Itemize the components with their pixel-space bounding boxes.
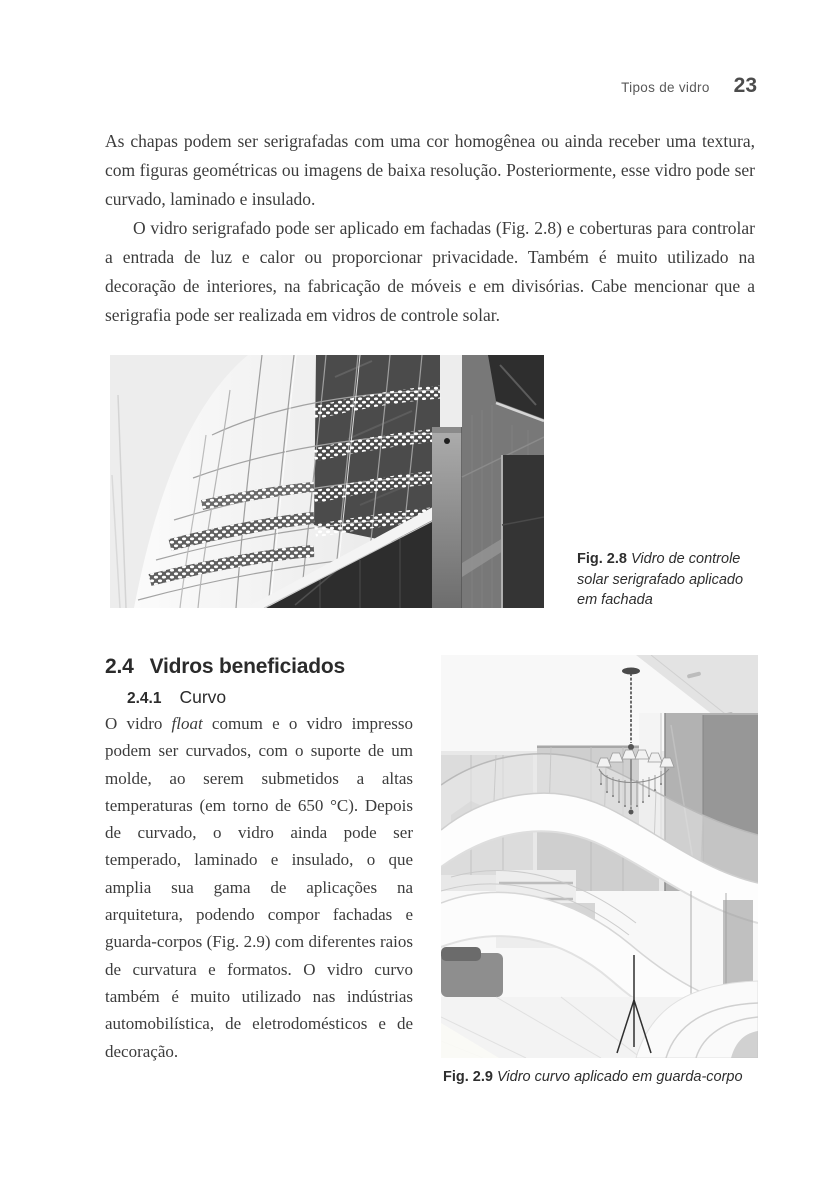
curvo-text-rest: comum e o vidro impresso podem ser curvados, com o suporte de um molde, ao serem submetidos a altas temperaturas (em torno de 650 °C). Depois de curvado, o vidro ainda pode ser temperado, laminado e insulado, o que amplia sua gama de aplicações na arquitetura, podendo compor fachadas e guarda-corpos (Fig. 2.9) com diferentes raios de curvatura e formatos. O vidro curvo também é muito utilizado nas indústrias automobilística, de eletrodomésticos e de decoração. [105,714,413,1061]
intro-paragraph-1: As chapas podem ser serigrafadas com uma cor homogênea ou ainda receber uma textura, com figuras geométricas ou imagens de baixa resolução. Posteriormente, esse vidro pode ser curvado, laminado e insulado. [105,131,755,209]
running-head [621,74,757,98]
figure-2-9-caption-label: Fig. 2.9 [443,1069,493,1085]
figure-2-8-caption [577,549,759,611]
curvo-text-lead: O vidro [105,714,172,733]
page-number: 23 [733,74,757,97]
section-heading [105,655,345,679]
intro-text [105,127,755,330]
section-title: Vidros beneficiados [149,655,345,678]
section-number: 2.4 [105,655,134,678]
figure-2-9-caption-text: Vidro curvo aplicado em guarda-corpo [497,1069,743,1085]
subsection-heading [127,687,226,708]
figure-2-9-caption [443,1069,743,1085]
figure-2-8-caption-label: Fig. 2.8 [577,551,627,567]
figure-2-8-photo [110,355,544,608]
figure-2-8-caption-text: Vidro de controle solar serigrafado aplicado em fachada [577,551,744,608]
curvo-text-italic: float [171,714,203,733]
subsection-title: Curvo [179,687,227,707]
running-title: Tipos de vidro [621,80,710,95]
spiral-staircase-illustration [441,655,758,1058]
subsection-number: 2.4.1 [127,690,162,707]
curvo-paragraph [105,710,413,1065]
building-facade-illustration [110,355,544,608]
figure-2-9-photo [441,655,758,1058]
intro-paragraph-2: O vidro serigrafado pode ser aplicado em fachadas (Fig. 2.8) e coberturas para controlar a entrada de luz e calor ou proporcionar privacidade. Também é muito utilizado na decoração de interiores, na fabricação de móveis e em divisórias. Cabe mencionar que a serigrafia pode ser realizada em vidros de controle solar. [105,218,755,325]
